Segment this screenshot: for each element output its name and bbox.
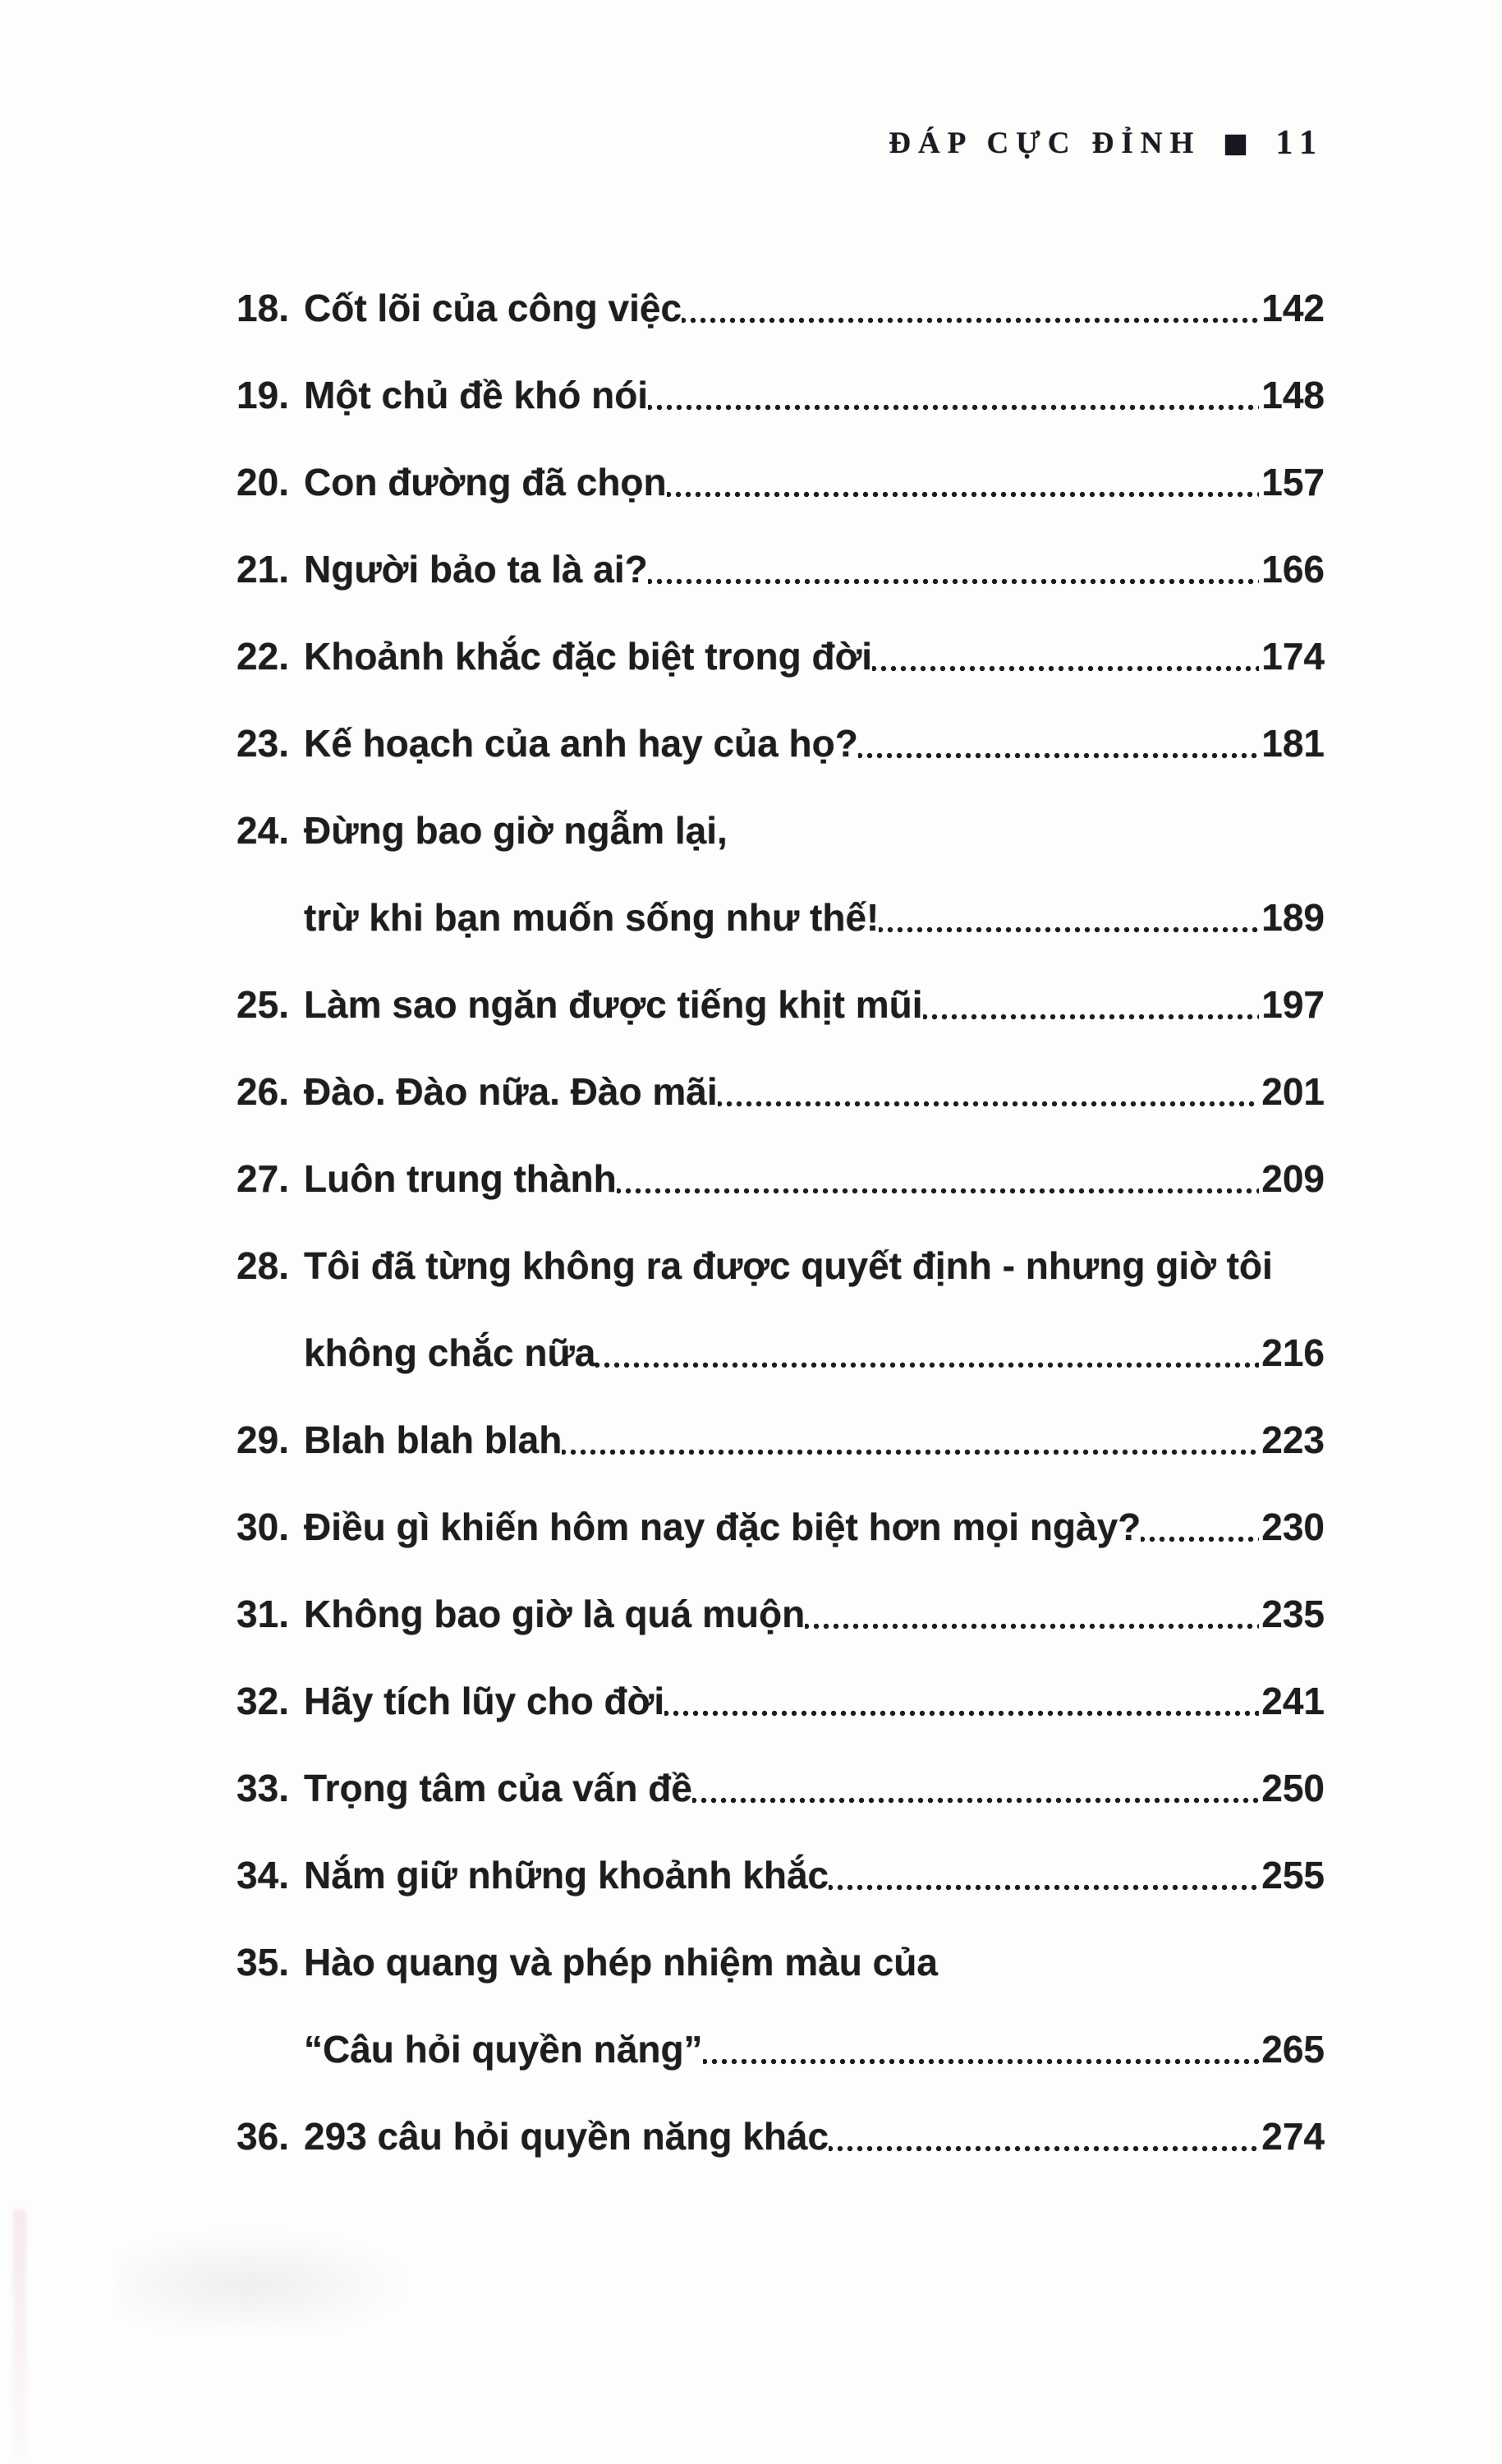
toc-line [212, 1657, 1325, 1745]
entry-page: 230 [1261, 1506, 1325, 1548]
dot-leader [872, 613, 1259, 700]
entry-page: 255 [1261, 1854, 1325, 1896]
toc-line [212, 874, 1325, 961]
entry-page: 274 [1261, 2115, 1325, 2158]
toc-line [212, 961, 1325, 1048]
entry-page: 166 [1261, 548, 1325, 591]
entry-page: 216 [1261, 1331, 1325, 1374]
dot-leader [664, 1657, 1259, 1745]
dot-leader [829, 2093, 1259, 2180]
entry-title: Không bao giờ là quá muộn [304, 1593, 806, 1635]
entry-page: 201 [1261, 1070, 1325, 1113]
entry-page: 189 [1261, 896, 1325, 939]
dot-leader [617, 1135, 1260, 1222]
entry-number: 22. [237, 635, 289, 678]
entry-title: Tôi đã từng không ra được quyết định - nhưng giờ tôi [304, 1244, 1273, 1287]
dot-leader [805, 1570, 1259, 1657]
toc-line [212, 352, 1325, 439]
entry-title: “Câu hỏi quyền năng” [304, 2028, 703, 2071]
entry-page: 265 [1261, 2028, 1325, 2071]
dot-leader [829, 1832, 1259, 1919]
toc-line [212, 1570, 1325, 1657]
toc-line [212, 1396, 1325, 1483]
entry-number: 23. [237, 722, 289, 765]
page-header [889, 123, 1325, 163]
entry-page: 157 [1261, 461, 1325, 503]
entry-title: Làm sao ngăn được tiếng khịt mũi [304, 983, 923, 1026]
dot-leader [923, 961, 1260, 1048]
entry-title: Điều gì khiến hôm nay đặc biệt hơn mọi ngày? [304, 1506, 1141, 1548]
entry-page: 174 [1261, 635, 1325, 678]
dot-leader [1141, 1483, 1259, 1570]
toc-line [212, 439, 1325, 526]
entry-page: 241 [1261, 1680, 1325, 1722]
scan-smudge [115, 2230, 411, 2328]
entry-title: Đừng bao giờ ngẫm lại, [304, 809, 728, 852]
entry-page: 250 [1261, 1767, 1325, 1809]
entry-page: 209 [1261, 1157, 1325, 1200]
toc-line [212, 1919, 1325, 2006]
entry-number: 29. [237, 1418, 289, 1461]
toc-line [212, 2006, 1325, 2093]
entry-title: Hào quang và phép nhiệm màu của [304, 1941, 938, 1984]
entry-title: Trọng tâm của vấn đề [304, 1767, 692, 1809]
dot-leader [858, 700, 1259, 787]
entry-number: 30. [237, 1506, 289, 1548]
dot-leader [718, 1048, 1260, 1135]
entry-number: 20. [237, 461, 289, 503]
entry-number [212, 874, 289, 961]
toc-line [212, 1048, 1325, 1135]
entry-page: 235 [1261, 1593, 1325, 1635]
toc-line [212, 1222, 1325, 1309]
entry-title: Cốt lõi của công việc [304, 287, 682, 329]
dot-leader [692, 1745, 1259, 1832]
dot-leader [562, 1396, 1259, 1483]
entry-title: Người bảo ta là ai? [304, 548, 648, 591]
entry-number: 27. [237, 1157, 289, 1200]
entry-title: Blah blah blah [304, 1418, 563, 1461]
entry-page: 197 [1261, 983, 1325, 1026]
entry-title: Kế hoạch của anh hay của họ? [304, 722, 858, 765]
dot-leader [703, 2006, 1260, 2093]
toc-line [212, 526, 1325, 613]
entry-title: Luôn trung thành [304, 1157, 617, 1200]
entry-title: Con đường đã chọn [304, 461, 667, 503]
entry-number: 26. [237, 1070, 289, 1113]
entry-title: 293 câu hỏi quyền năng khác [304, 2115, 829, 2158]
entry-number: 21. [237, 548, 289, 591]
entry-title: không chắc nữa [304, 1331, 596, 1374]
toc-line [212, 1309, 1325, 1396]
entry-page: 181 [1261, 722, 1325, 765]
entry-number: 33. [237, 1767, 289, 1809]
toc-line [212, 700, 1325, 787]
entry-title: Đào. Đào nữa. Đào mãi [304, 1070, 718, 1113]
toc-line [212, 1135, 1325, 1222]
toc-line [212, 2093, 1325, 2180]
entry-page: 223 [1261, 1418, 1325, 1461]
toc-line [212, 787, 1325, 874]
entry-title: Hãy tích lũy cho đời [304, 1680, 665, 1722]
entry-title: Khoảnh khắc đặc biệt trong đời [304, 635, 873, 678]
toc-line [212, 613, 1325, 700]
entry-number: 31. [237, 1593, 289, 1635]
entry-title: Một chủ đề khó nói [304, 374, 649, 416]
dot-leader [648, 352, 1259, 439]
square-bullet-icon [1225, 135, 1246, 155]
entry-number: 24. [237, 809, 289, 852]
entry-number: 32. [237, 1680, 289, 1722]
entry-number: 25. [237, 983, 289, 1026]
entry-title: Nắm giữ những khoảnh khắc [304, 1854, 829, 1896]
toc-line [212, 264, 1325, 352]
running-head-title: ĐÁP CỰC ĐỈNH [889, 126, 1201, 160]
scan-edge-artifact [13, 2209, 26, 2456]
dot-leader [667, 439, 1260, 526]
entry-number [212, 1309, 289, 1396]
toc-line [212, 1745, 1325, 1832]
entry-number: 36. [237, 2115, 289, 2158]
entry-number: 19. [237, 374, 289, 416]
entry-page: 142 [1261, 287, 1325, 329]
dot-leader [595, 1309, 1259, 1396]
entry-page: 148 [1261, 374, 1325, 416]
toc-list [212, 264, 1325, 2180]
toc-line [212, 1832, 1325, 1919]
page-number: 11 [1275, 124, 1325, 162]
entry-number [212, 2006, 289, 2093]
dot-leader [682, 264, 1259, 352]
entry-number: 28. [237, 1244, 289, 1287]
entry-title: trừ khi bạn muốn sống như thế! [304, 896, 880, 939]
entry-number: 18. [237, 287, 289, 329]
dot-leader [648, 526, 1260, 613]
toc-line [212, 1483, 1325, 1570]
entry-number: 34. [237, 1854, 289, 1896]
dot-leader [879, 874, 1259, 961]
entry-number: 35. [237, 1941, 289, 1984]
